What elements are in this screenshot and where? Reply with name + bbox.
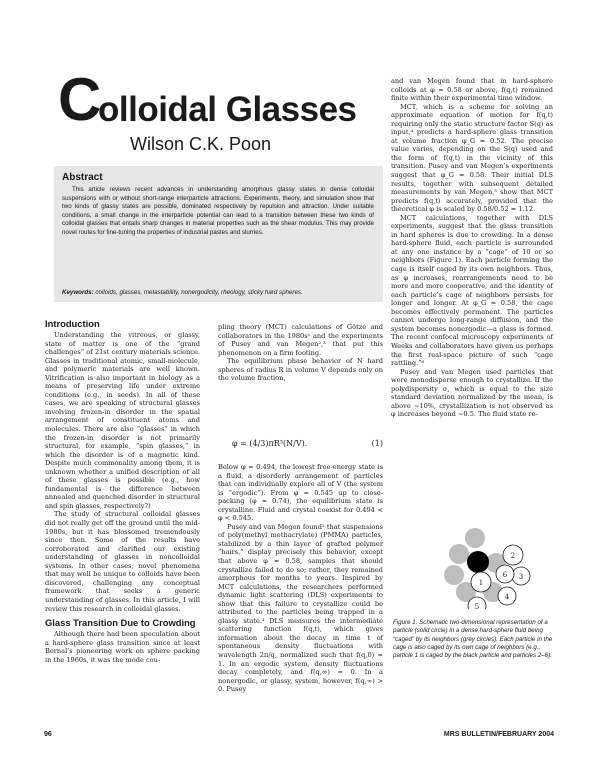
column-3 <box>391 77 553 419</box>
paragraph: pling theory (MCT) calculations of Götze and collaborators in the 1980s¹ and the experiments of Pusey and van Megen²,³ that put this phenomenon on a firm footing. <box>218 323 383 357</box>
column-2-continued <box>218 463 383 694</box>
figure-1-caption: Figure 1. Schematic two-dimensional representation of a particle (solid circle) in a dense hard-sphere fluid being “caged” by its neighbors (grey circles). Each particle in the cage is also caged by its own cage of neighbors (e.g., particle 1 is caged by the black particle and particles 2–6). <box>393 619 553 660</box>
section-heading-glass-transition: Glass Transition Due to Crowding <box>45 617 196 629</box>
title-drop-initial: C <box>58 66 102 133</box>
label-3: 3 <box>518 573 524 581</box>
author-name: Wilson C.K. Poon <box>130 134 272 154</box>
article-title <box>58 66 388 133</box>
abstract-text: This article reviews recent advances in understanding amorphous glassy states in dense colloidal suspensions with or without short-range interparticle attractions. Experiments, theory, and simulation show that two kinds of glassy states are possible, dominated respectively by repulsion and attraction. Under suitable conditions, a small change in the interparticle potential can lead to a transition between these two kinds of colloidal glasses that entails sharp changes in material properties such as the shear modulus. This may provide novel routes for fine-tuning the properties of industrial pastes and slurries. <box>62 186 374 236</box>
equation-number: (1) <box>371 439 383 448</box>
paragraph: MCT, which is a scheme for solving an approximate equation of motion for f(q,t) requiring only the static structure factor S(q) as input,⁴ predicts a hard-sphere glass transition at volume fraction φ_G ≈ 0.52. The precise value varies, depending on the S(q) used and the form of f(q,t) in the vicinity of this transition. Pusey and van Megen’s experiments suggest that φ_G ≈ 0.58. Their initial DLS results, together with subsequent detailed measurements by van Megen,⁵ show that MCT predicts f(q,t) accurately, provided that the theoretical φ is scaled by 0.58/0.52 ≈ 1.12. <box>391 102 553 214</box>
keywords-list: colloids, glasses, metastability, nonergodicity, rheology, sticky hard spheres. <box>95 289 303 296</box>
column-1 <box>45 318 200 664</box>
paragraph: The equilibrium phase behavior of N hard spheres of radius R in volume V depends only on the volume fraction, <box>218 357 383 383</box>
label-1: 1 <box>478 579 484 587</box>
figure-1-cage-diagram <box>441 524 531 609</box>
paragraph: Understanding the vitreous, or glassy, state of matter is one of the “grand challenges” of 21st century materials science. Glasses in traditional atomic, small-molecule, and polymeric materials are well known. Vitrification is also important in biology as a means of preserving life under extreme conditions (e.g., in seeds). In all of these cases, we are speaking of structural glasses involving frozen-in disorder in the spatial arrangement of constituent atoms and molecules. There are also “glasses” in which the frozen-in disorder is not primarily structural, for example, “spin glasses,” in which the disorder is of a magnetic kind. Despite much commonality among them, it is unknown whether a unified description of all of these glasses is possible (e.g., how fundamental is the difference between annealed and quenched disorder in structural and spin glasses, respectively?) <box>45 331 200 510</box>
section-heading-introduction: Introduction <box>45 318 100 329</box>
abstract-heading: Abstract <box>62 172 103 183</box>
label-4: 4 <box>504 593 510 601</box>
journal-footer: MRS BULLETIN/FEBRUARY 2004 <box>443 731 554 738</box>
page-number: 96 <box>44 731 52 738</box>
abstract-box <box>54 166 383 302</box>
keywords-label: Keywords: <box>62 289 94 296</box>
label-6: 6 <box>502 571 508 579</box>
paragraph: The study of structural colloidal glasses did not really get off the ground until the mid-1980s, but it has blossomed tremendously since then. Some of the results have corroborated and clarified our existing understanding of glasses in noncolloidal systems. In other cases, novel phenomena that may well be unique to colloids have been discovered, challenging any conceptual framework that seeks a generic understanding of glasses. In this article, I will review this research in colloidal glasses. <box>45 510 200 613</box>
label-2: 2 <box>510 552 516 560</box>
paragraph: MCT calculations, together with DLS experiments, suggest that the glass transition in hard spheres is due to crowding. In a dense hard-sphere fluid, each particle is surrounded at any one instance by a “cage” of 10 or so neighbors (Figure 1). Each particle forming the cage is itself caged by its own neighbors. Thus, as φ increases, rearrangements need to be more and more cooperative, and the identity of each particle’s cage of neighbors persists for longer and longer. At φ_G ≈ 0.58, the cage becomes effectively permanent. The particles cannot undergo long-range diffusion, and the system becomes nonergodic—a glass is formed. The recent confocal microscopy experiments of Weeks and collaborators have given us perhaps the first real-space picture of such “cage rattling.”⁶ <box>391 213 553 368</box>
paragraph: Pusey and van Megen used particles that were monodisperse enough to crystallize. If the polydispersity σ, which is equal to the size standard deviation normalized by the mean, is above ~10%, crystallization is not observed as φ increases beyond ~0.5. The fluid state re- <box>391 367 553 419</box>
cage-particle <box>449 544 469 564</box>
cage-particle <box>465 528 485 548</box>
paragraph: Pusey and van Megen found² that suspensions of poly(methyl methacrylate) (PMMA) particles, stabilized by a thin layer of grafted polymer “hairs,” display precisely this behavior, except that above φ ≈ 0.58, samples that should crystallize failed to do so; rather, they remained amorphous for months to years. Inspired by MCT calculations, the researchers performed dynamic light scattering (DLS) experiments to show that this failure to crystallize could be attributed to the particles being trapped in a glassy state.³ DLS measures the intermediate scattering function f(q,t), which gives information about the decay in time t of spontaneous density fluctuations with wavelength 2π/q, normalized such that f(q,0) = 1. In an ergodic system, density fluctuations decay completely, and f(q,∞) = 0. In a nonergodic, or glassy, system, however, f(q,∞) > 0. Pusey <box>218 522 383 694</box>
cage-particle <box>444 565 464 585</box>
column-2 <box>218 323 383 383</box>
title-text: olloidal Glasses <box>98 90 357 129</box>
equation-expression: φ = (4/3)πR³(N/V). <box>232 439 308 448</box>
label-5: 5 <box>474 603 480 609</box>
paragraph: Although there had been speculation about a hard-sphere glass transition since at least Bernal’s pioneering work on sphere packing in the 1960s, it was the mode cou- <box>45 630 200 664</box>
equation-1 <box>218 437 383 455</box>
keywords-line <box>62 289 374 296</box>
paragraph: Below φ = 0.494, the lowest free-energy state is a fluid, a disorderly arrangement of particles that can individually explore all of V (the system is “ergodic”). From φ = 0.545 up to close-packing (φ ≈ 0.74), the equilibrium state is crystalline. Fluid and crystal coexist for 0.494 < φ < 0.545. <box>218 463 383 523</box>
paragraph: and van Megen found that in hard-sphere colloids at φ ≈ 0.58 or above, f(q,t) remained finite within their experimental time window. <box>391 77 553 103</box>
caged-black-particle <box>467 551 489 573</box>
